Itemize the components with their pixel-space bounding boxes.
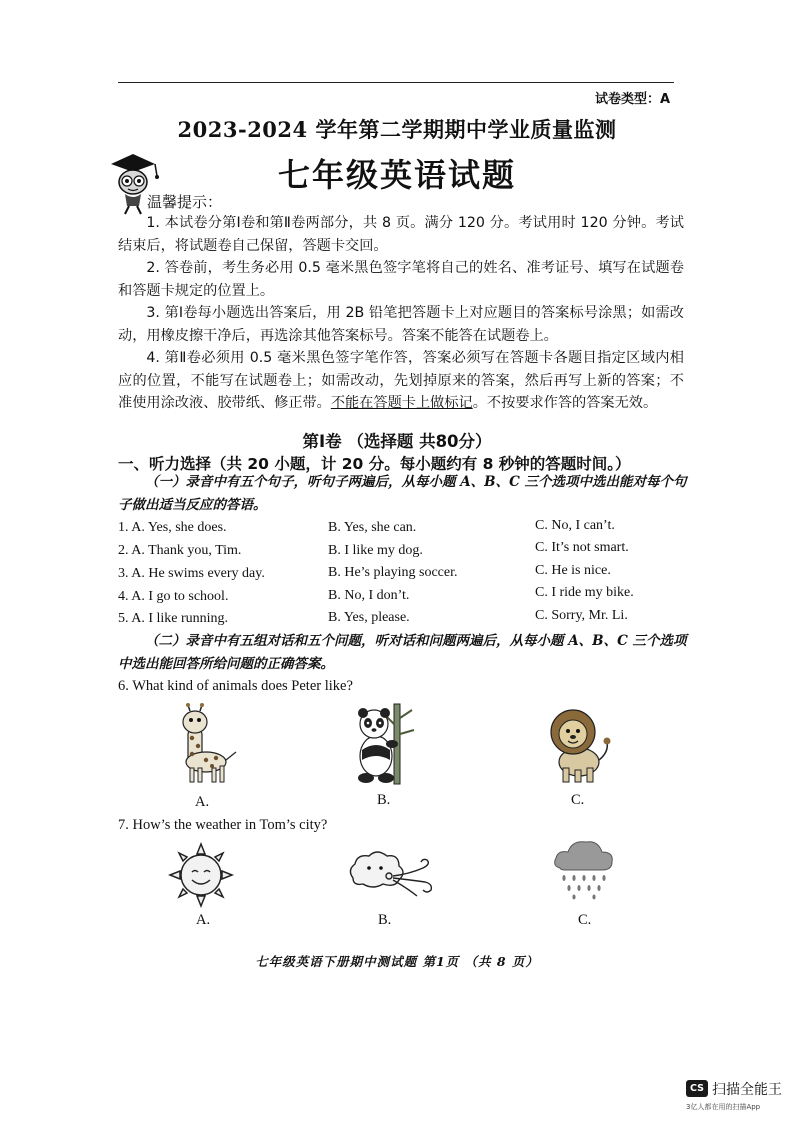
scanner-app-name: 扫描全能王 — [712, 1082, 782, 1098]
listening-instruction-2 — [118, 630, 690, 676]
q7-label-c: C. — [578, 912, 592, 928]
scanner-tagline: 3亿人都在用的扫描App — [686, 1103, 761, 1111]
q5-option-b: B. Yes, please. — [328, 610, 410, 625]
q5-option-a: 5. A. I like running. — [118, 611, 229, 626]
exam-title: 2023-2024 学年第二学期期中学业质量监测 — [177, 117, 617, 142]
q6-label-c: C. — [571, 792, 585, 808]
q5-option-c: C. Sorry, Mr. Li. — [535, 608, 628, 623]
q3-option-c: C. He is nice. — [535, 563, 611, 578]
tip-item: 2. 答卷前，考生务必用 0.5 毫米黑色签字笔将自己的姓名、准考证号、填写在试题卷和答题卡规定的位置上。 — [118, 260, 684, 299]
q4-option-c: C. I ride my bike. — [535, 585, 634, 600]
header-rule — [118, 82, 674, 83]
instruction-text: （二）录音中有五组对话和五个问题，听对话和问题两遍后，从每小题 A、B、C 三个选项中选出能回答所给问题的正确答案。 — [118, 633, 687, 672]
tips-heading: 温馨提示： — [147, 193, 223, 211]
q4-option-a: 4. A. I go to school. — [118, 589, 229, 604]
wind-icon — [345, 848, 435, 902]
q4-option-b: B. No, I don’t. — [328, 588, 410, 603]
rain-cloud-icon — [550, 836, 618, 900]
tip-text: 4. 第Ⅱ卷必须用 0.5 毫米黑色签字笔作答，答案必须写在答题卡各题目指定区域内相应的位置，不能写在试题卷上；如需改动，先划掉原来的答案，然后再写上新的答案；不准使用涂改液、胶带纸、修正带。 — [118, 350, 684, 411]
tip-underlined-text: 不能在答题卡上做标记 — [330, 395, 473, 411]
giraffe-icon — [176, 702, 240, 784]
q1-option-b: B. Yes, she can. — [328, 520, 417, 535]
q7-label-a: A. — [196, 912, 211, 928]
listening-instruction-1 — [118, 471, 690, 517]
q6-question: 6. What kind of animals does Peter like? — [118, 678, 353, 694]
q1-option-c: C. No, I can’t. — [535, 518, 615, 533]
camscanner-logo: CS — [686, 1080, 708, 1097]
panda-icon — [348, 700, 418, 786]
subject-title: 七年级英语试题 — [277, 156, 516, 194]
q7-label-b: B. — [378, 912, 392, 928]
tip-item — [118, 347, 684, 415]
part1-title: 第Ⅰ卷 （选择题 共80分） — [302, 432, 492, 451]
q6-label-b: B. — [377, 792, 391, 808]
q3-option-b: B. He’s playing soccer. — [328, 565, 458, 580]
section-title: 一、听力选择（共 20 小题，计 20 分。每小题约有 8 秒钟的答题时间。） — [118, 455, 631, 473]
sun-icon — [168, 842, 234, 908]
tips-list — [118, 212, 684, 415]
q1-option-a: 1. A. Yes, she does. — [118, 520, 227, 535]
q2-option-a: 2. A. Thank you, Tim. — [118, 543, 242, 558]
lion-icon — [543, 706, 615, 784]
tip-item: 1. 本试卷分第Ⅰ卷和第Ⅱ卷两部分，共 8 页。满分 120 分。考试用时 120 分钟。考试结束后，将试题卷自己保留，答题卡交回。 — [118, 215, 684, 254]
q2-option-c: C. It’s not smart. — [535, 540, 629, 555]
q7-question: 7. How’s the weather in Tom’s city? — [118, 817, 328, 833]
tip-item: 3. 第Ⅰ卷每小题选出答案后，用 2B 铅笔把答题卡上对应题目的答案标号涂黑；如需改动，用橡皮擦干净后，再选涂其他答案标号。答案不能答在试题卷上。 — [118, 305, 684, 344]
q6-label-a: A. — [195, 794, 210, 810]
q3-option-a: 3. A. He swims every day. — [118, 566, 265, 581]
tip-text: 。不按要求作答的答案无效。 — [472, 395, 658, 411]
instruction-text: （一）录音中有五个句子，听句子两遍后，从每小题 A、B、C 三个选项中选出能对每个句子做出适当反应的答语。 — [118, 474, 687, 513]
paper-type-label: 试卷类型：A — [594, 92, 670, 107]
q2-option-b: B. I like my dog. — [328, 543, 423, 558]
page-footer: 七年级英语下册期中测试题 第1页 （共 8 页） — [255, 954, 539, 969]
